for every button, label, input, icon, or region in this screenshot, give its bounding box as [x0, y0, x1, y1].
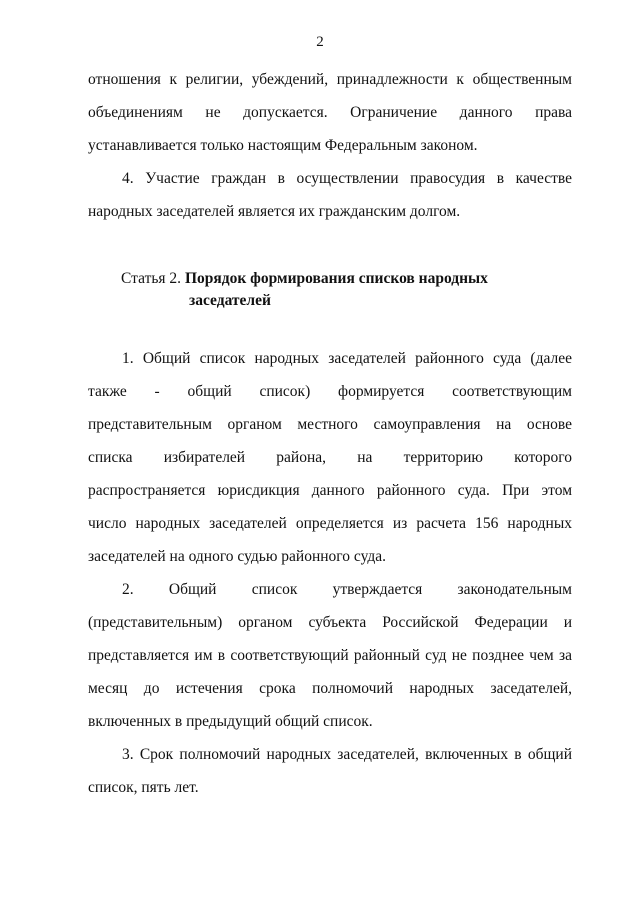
- text-line: списка избирателей района, на территорию которого: [88, 449, 572, 466]
- text-line: представительным органом местного самоуправления на основе: [88, 416, 572, 433]
- text-line: включенных в предыдущий общий список.: [88, 713, 373, 730]
- text-line: отношения к религии, убеждений, принадлежности к общественным: [88, 71, 572, 88]
- text-line: месяц до истечения срока полномочий народных заседателей,: [88, 680, 572, 697]
- article-title-line2: заседателей: [189, 292, 271, 309]
- text-line: 4. Участие граждан в осуществлении правосудия в качестве: [122, 170, 572, 187]
- text-line: народных заседателей является их гражданским долгом.: [88, 203, 461, 220]
- article-heading: [121, 268, 541, 312]
- text-line: (представительным) органом субъекта Российской Федерации и: [88, 614, 572, 631]
- text-line: устанавливается только настоящим Федеральным законом.: [88, 137, 478, 154]
- text-line: 3. Срок полномочий народных заседателей, включенных в общий: [122, 746, 572, 763]
- text-block-article-body: [88, 342, 572, 804]
- text-line: 2. Общий список утверждается законодательным: [122, 581, 572, 598]
- page-number: 2: [316, 34, 324, 50]
- text-line: также - общий список) формируется соответствующим: [88, 383, 572, 400]
- text-line: представляется им в соответствующий районный суд не позднее чем за: [88, 647, 572, 664]
- article-label: Статья 2.: [121, 270, 182, 287]
- text-line: число народных заседателей определяется из расчета 156 народных: [88, 515, 572, 532]
- text-line: 1. Общий список народных заседателей районного суда (далее: [122, 350, 572, 367]
- text-line: список, пять лет.: [88, 779, 199, 796]
- article-title-line1: Порядок формирования списков народных: [184, 270, 488, 287]
- text-line: заседателей на одного судью районного суда.: [88, 548, 386, 565]
- text-line: распространяется юрисдикция данного районного суда. При этом: [88, 482, 572, 499]
- text-line: объединениям не допускается. Ограничение данного права: [88, 104, 572, 121]
- text-block-intro: [88, 63, 572, 228]
